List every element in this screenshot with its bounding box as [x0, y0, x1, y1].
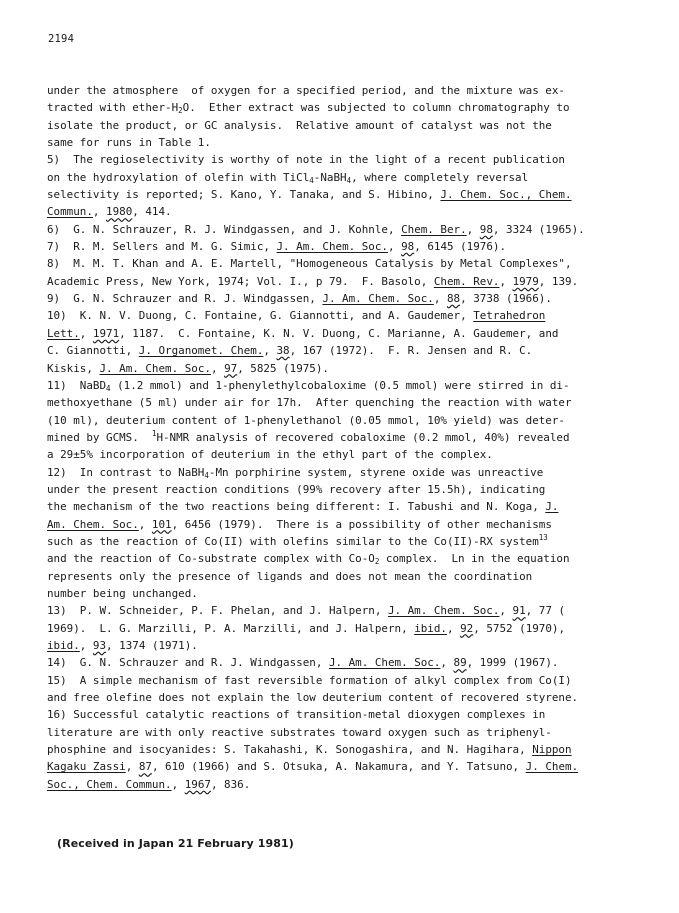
text-line: under the present reaction conditions (99% recovery after 15.5h), indicating — [47, 482, 546, 496]
text-line: 7) R. M. Sellers and M. G. Simic, J. Am. Chem. Soc., 98, 6145 (1976). — [47, 240, 507, 254]
text-line: 8) M. M. T. Khan and A. E. Martell, "Homogeneous Catalysis by Metal Complexes", — [47, 257, 572, 271]
page-number: 2194 — [48, 33, 75, 45]
text-line: 9) G. N. Schrauzer and R. J. Windgassen, J. Am. Chem. Soc., 88, 3738 (1966). — [47, 292, 552, 306]
text-line: 10) K. N. V. Duong, C. Fontaine, G. Giannotti, and A. Gaudemer, Tetrahedron — [47, 309, 546, 323]
text-line: Commun., 1980, 414. — [47, 205, 172, 219]
received-date: (Received in Japan 21 February 1981) — [57, 837, 294, 850]
text-line: 16) Successful catalytic reactions of transition-metal dioxygen complexes in — [47, 708, 546, 722]
text-line: tracted with ether-$H_2O$. Ether extract was subjected to column chromatography to — [47, 101, 570, 116]
text-line: 14) G. N. Schrauzer and R. J. Windgassen, J. Am. Chem. Soc., 89, 1999 (1967). — [47, 656, 559, 670]
text-line: 5) The regioselectivity is worthy of note in the light of a recent publication — [47, 153, 565, 167]
text-line: Lett., 1971, 1187. C. Fontaine, K. N. V. Duong, C. Marianne, A. Gaudemer, and — [47, 326, 559, 340]
text-line: ibid., 93, 1374 (1971). — [47, 639, 198, 652]
text-line: Am. Chem. Soc., 101, 6456 (1979). There is a possibility of other mechanisms — [47, 517, 552, 531]
text-line: 6) G. N. Schrauzer, R. J. Windgassen, and J. Kohnle, Chem. Ber., 98, 3324 (1965). — [47, 222, 585, 236]
text-line: on the hydroxylation of olefin with TiCl$_4$-NaBH$_4$, where completely reversal — [47, 170, 529, 185]
text-line: same for runs in Table 1. — [47, 136, 211, 150]
text-line: the mechanism of the two reactions being different: I. Tabushi and N. Koga, J. — [47, 500, 559, 514]
text-line: C. Giannotti, J. Organomet. Chem., 38, 167 (1972). F. R. Jensen and R. C. — [47, 344, 533, 358]
text-line: represents only the presence of ligands and does not mean the coordination — [47, 569, 533, 583]
text-line: literature are with only reactive substrates toward oxygen such as triphenyl- — [47, 725, 552, 739]
text-line: Academic Press, New York, 1974; Vol. I., p 79. F. Basolo, Chem. Rev., 1979, 139. — [47, 274, 579, 288]
text-line: such as the reaction of Co(II) with olefins similar to the Co(II)-RX system$^{13}$ — [47, 532, 548, 548]
text-line: a 29±5% incorporation of deuterium in the ethyl part of the complex. — [47, 448, 493, 462]
text-line: and free olefine does not explain the low deuterium content of recovered styrene. — [47, 691, 579, 705]
text-line: Soc., Chem. Commun., 1967, 836. — [47, 777, 251, 791]
text-line: 11) NaBD$_4$ (1.2 mmol) and 1-phenylethylcobaloxime (0.5 mmol) were stirred in di- — [47, 378, 570, 393]
text-line: Kagaku Zassi, 87, 610 (1966) and S. Otsuka, A. Nakamura, and Y. Tatsuno, J. Chem. — [47, 760, 579, 774]
text-line: mined by GCMS. $^1$H-NMR analysis of recovered cobaloxime (0.2 mmol, 40%) revealed — [47, 428, 570, 444]
text-line: 15) A simple mechanism of fast reversible formation of alkyl complex from Co(I) — [47, 673, 572, 687]
text-line: (10 ml), deuterium content of 1-phenylethanol (0.05 mmol, 10% yield) was deter- — [47, 413, 565, 427]
text-line: 13) P. W. Schneider, P. F. Phelan, and J. Halpern, J. Am. Chem. Soc., 91, 77 ( — [47, 604, 566, 618]
text-line: Kiskis, J. Am. Chem. Soc., 97, 5825 (1975). — [47, 361, 329, 375]
text-line: selectivity is reported; S. Kano, Y. Tanaka, and S. Hibino, J. Chem. Soc., Chem. — [47, 188, 572, 202]
text-line: and the reaction of Co-substrate complex with $Co-O_2$ complex. Ln in the equation — [47, 552, 570, 567]
text-line: number being unchanged. — [47, 586, 198, 600]
text-line: under the atmosphere of oxygen for a specified period, and the mixture was ex- — [47, 84, 565, 97]
text-line: 12) In contrast to NaBH$_4$-Mn porphirine system, styrene oxide was unreactive — [47, 465, 544, 480]
text-line: phosphine and isocyanides: S. Takahashi, K. Sonogashira, and N. Hagihara, Nippon — [47, 743, 572, 757]
text-line: isolate the product, or GC analysis. Relative amount of catalyst was not the — [47, 118, 552, 132]
text-line: 1969). L. G. Marzilli, P. A. Marzilli, and J. Halpern, ibid., 92, 5752 (1970), — [47, 621, 566, 635]
text-line: methoxyethane (5 ml) under air for 17h. After quenching the reaction with water — [47, 396, 572, 410]
notes-and-references — [47, 82, 633, 793]
